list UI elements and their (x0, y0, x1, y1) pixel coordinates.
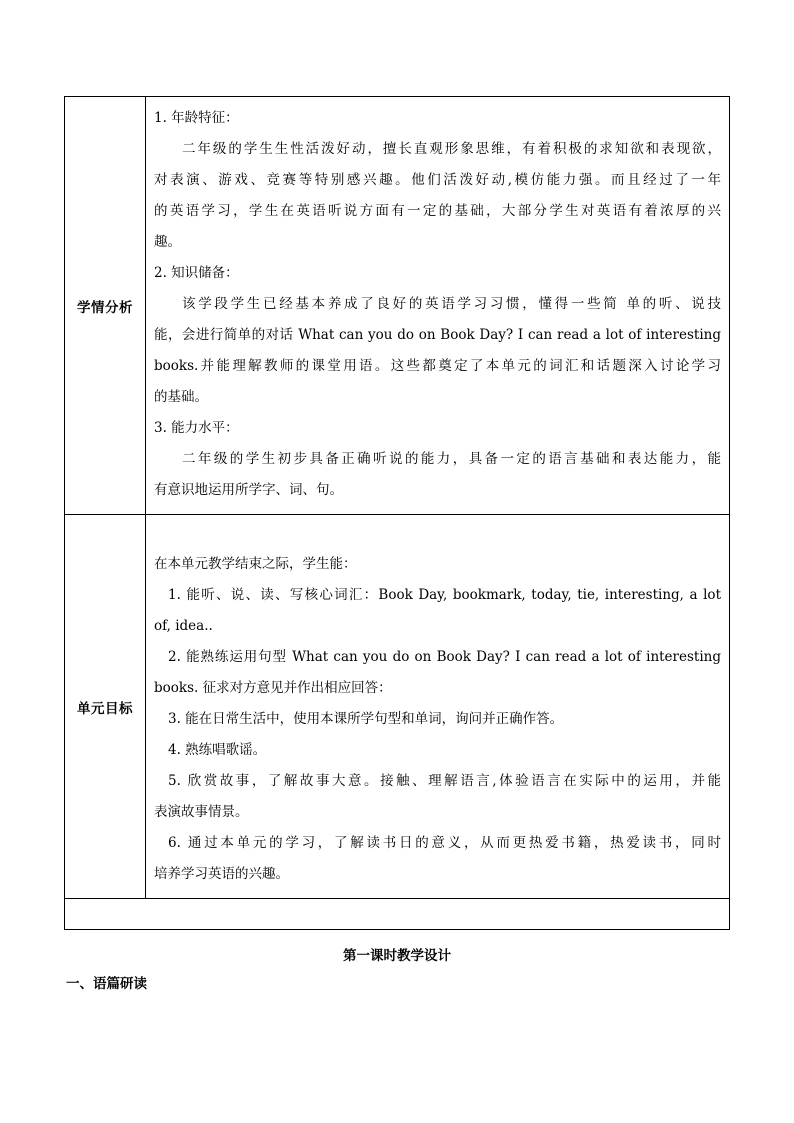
goal-item: 3. 能在日常生活中，使用本课所学句型和单词，询问并正确作答。 (168, 711, 564, 727)
goal-item: 1. 能听、说、读、写核心词汇：Book Day, bookmark, today, tie, interesting, a lot (168, 587, 721, 603)
row-content-cell (146, 97, 730, 515)
goal-item-continued: 表演故事情景。 (154, 804, 249, 820)
empty-cell (65, 899, 730, 930)
paragraph-line: 趣。 (154, 234, 181, 250)
item-heading: 2. 知识储备： (154, 265, 239, 281)
paragraph-line: 在本单元教学结束之际，学生能： (154, 556, 357, 572)
goal-item: 4. 熟练唱歌谣。 (168, 742, 267, 758)
row-label-cell (65, 515, 146, 899)
row-label: 学情分析 (77, 299, 133, 316)
paragraph-line: books.并能理解教师的课堂用语。这些都奠定了本单元的词汇和话题深入讨论学习 (154, 358, 721, 374)
goal-item-continued: books. 征求对方意见并作出相应回答： (154, 680, 392, 696)
goal-item: 2. 能熟练运用句型 What can you do on Book Day? I can read a lot of interesting (168, 649, 721, 665)
paragraph-line: 二年级的学生生性活泼好动，擅长直观形象思维，有着积极的求知欲和表现欲， (182, 141, 721, 157)
paragraph-line: 该学段学生已经基本养成了良好的英语学习习惯，懂得一些简 单的听、说技 (182, 296, 721, 312)
section-heading: 一、语篇研读 (66, 976, 147, 992)
paragraph-line: 二年级的学生初步具备正确听说的能力，具备一定的语言基础和表达能力，能 (182, 451, 721, 467)
paragraph-line: 的英语学习，学生在英语听说方面有一定的基础，大部分学生对英语有着浓厚的兴 (154, 203, 721, 219)
goal-item: 5. 欣赏故事，了解故事大意。接触、理解语言,体验语言在实际中的运用，并能 (168, 773, 721, 789)
paragraph-line: 的基础。 (154, 389, 208, 405)
goal-item: 6. 通过本单元的学习，了解读书日的意义，从而更热爱书籍，热爱读书，同时 (168, 835, 721, 851)
row-label: 单元目标 (77, 700, 133, 717)
paragraph-line: 对表演、游戏、竞赛等特别感兴趣。他们活泼好动,模仿能力强。而且经过了一年 (154, 172, 721, 188)
row-content-cell (146, 515, 730, 899)
lesson-title: 第一课时教学设计 (343, 948, 451, 964)
item-heading: 1. 年龄特征： (154, 110, 239, 126)
table-row-learner-analysis (65, 97, 730, 515)
paragraph-line: 有意识地运用所学字、词、句。 (154, 482, 343, 498)
item-heading: 3. 能力水平： (154, 420, 239, 436)
paragraph-line: 能，会进行简单的对话 What can you do on Book Day? I can read a lot of interesting (154, 327, 721, 343)
table-row-unit-goals (65, 515, 730, 899)
goal-item-continued: 培养学习英语的兴趣。 (154, 866, 289, 882)
row-label-cell (65, 97, 146, 515)
table-row-empty (65, 899, 730, 930)
goal-item-continued: of, idea.. (154, 618, 213, 634)
lesson-plan-table (64, 96, 730, 930)
